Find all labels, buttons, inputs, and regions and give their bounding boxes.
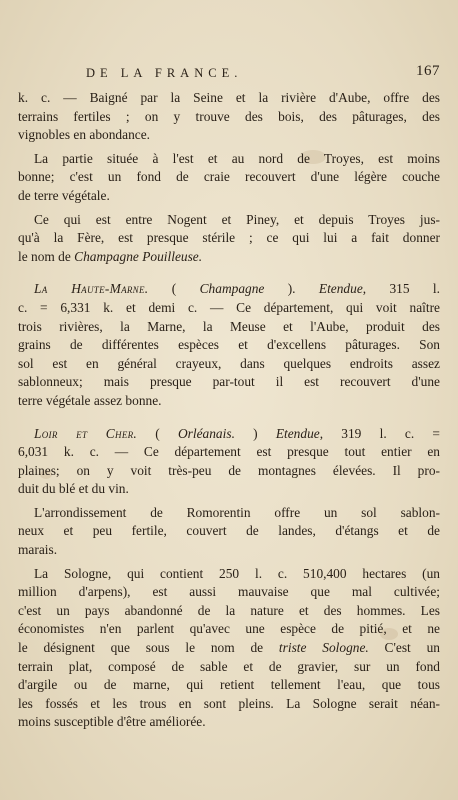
department-entry-loir-et-cher [18,425,440,499]
text-line: 6,031 k. c. — Ce département est presque tout entier en [18,444,440,460]
page-header [86,63,440,84]
department-name: Loir et Cher. [34,425,138,441]
text-line: d'argile ou de marne, qui retient tellement l'eau, que tous [18,677,440,693]
text-line: marais. [18,542,58,558]
italic-term: Champagne Pouilleuse. [74,248,203,264]
text-run: ). [264,281,319,297]
province-name: Champagne [199,281,265,297]
text-run: le désignent que sous le nom de [18,640,279,656]
text-run: ( [137,425,178,441]
text-line: Ce qui est entre Nogent et Piney, et depuis Troyes jus- [34,211,440,227]
etendue-label: Etendue [275,425,320,441]
text-run: ) [234,425,276,441]
text-line: La Sologne, qui contient 250 l. c. 510,400 hectares (un [34,565,440,581]
text-line: les fossés et les trous en sont pleins. La Sologne serait néan- [18,695,440,711]
text-line: La partie située à l'est et au nord de Troyes, est moins [34,150,440,166]
text-line: duit du blé et du vin. [18,481,129,497]
paragraph [18,504,440,560]
text-line: c. = 6,331 k. et demi c. — Ce département, qui voit naître [18,299,440,315]
text-line: économistes n'en parlent qu'avec une espèce de pitié, et ne [18,621,440,637]
text-line: vignobles en abondance. [18,127,151,143]
text-line: qu'à la Fère, est presque stérile ; ce qui lui a fait donner [18,230,440,246]
paragraph [18,565,440,732]
text-run: le nom de [18,248,75,264]
text-line: de terre végétale. [18,187,110,203]
province-name: Orléanais. [178,425,235,441]
page-number: 167 [416,63,440,79]
text-line: sablonneux; mais presque par-tout il est recouvert d'une [18,374,440,390]
text-line [18,639,440,658]
department-entry-haute-marne [18,280,440,410]
text-line [18,248,440,267]
paragraph [18,150,440,206]
text-line: grains de différentes espèces et d'excellens pâturages. Son [18,337,440,353]
text-line: million d'arpens), est aussi mauvaise que mal cultivée; [18,584,440,600]
text-line: L'arrondissement de Romorentin offre un sol sablon- [34,504,440,520]
text-run: C'est un [368,640,440,656]
text-line: k. c. — Baigné par la Seine et la rivière d'Aube, offre des [18,90,440,105]
text-line: terrains fertiles ; on y trouve des bois, des pâturages, des [18,108,440,124]
text-line: sol est en général crayeux, dans quelques endroits assez [18,355,440,371]
text-line: terrain plat, composé de sable et de gravier, sur un fond [18,658,440,674]
department-name: La Haute-Marne. [34,281,149,297]
text-line: neux et peu fertile, couvert de landes, d'étangs et de [18,523,440,539]
text-line: moins susceptible d'être améliorée. [18,714,206,730]
text-line: c'est un pays abandonné de la nature et des hommes. Les [18,602,440,618]
page-body [18,89,440,732]
text-line: plaines; on y voit très-peu de montagnes élevées. Il pro- [18,462,440,478]
paragraph [18,211,440,267]
text-line: bonne; c'est un fond de craie recouvert d'une légère couche [18,169,440,185]
text-line: trois rivières, la Marne, la Meuse et l'Aube, produit des [18,318,440,334]
text-run: , 315 l. [362,281,440,297]
text-run: ( [148,281,200,297]
running-title: DE LA FRANCE. [86,66,243,80]
etendue-label: Etendue [318,281,363,297]
text-run: , 319 l. c. = [319,425,440,441]
text-line: terre végétale assez bonne. [18,392,162,408]
italic-term: triste Sologne. [278,640,369,656]
entry-heading-line [18,280,440,299]
entry-heading-line [18,425,440,444]
